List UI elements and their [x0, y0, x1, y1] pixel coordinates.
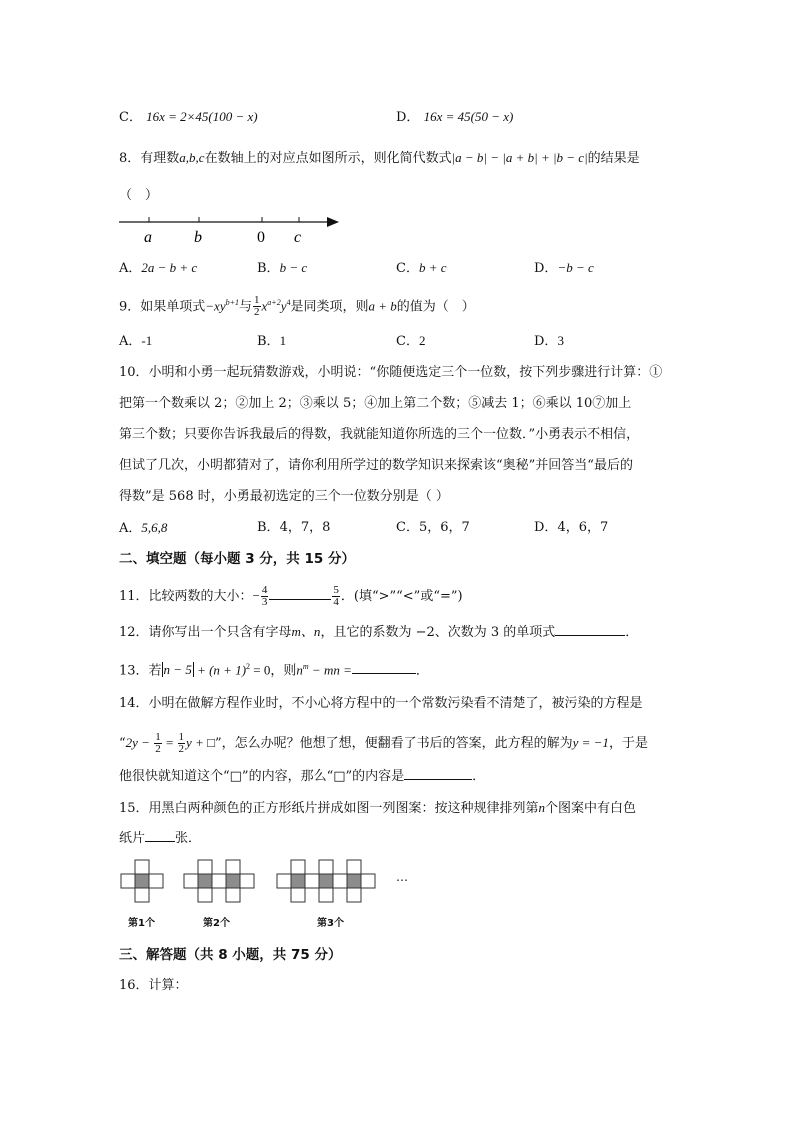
option-label: B．	[257, 261, 280, 276]
q15-var-n: n	[538, 800, 546, 815]
q12-answer-blank[interactable]	[555, 623, 625, 636]
q9-fraction	[253, 295, 261, 318]
q14-line-3	[119, 767, 485, 787]
q9-text: 与	[239, 299, 253, 315]
white-tile	[198, 888, 212, 902]
fraction-denominator: 2	[178, 743, 185, 755]
q8-stem	[119, 148, 640, 169]
q14-text: ，于是	[608, 736, 648, 751]
section-3-heading: 三、解答题（共 8 小题，共 75 分）	[119, 947, 342, 963]
option-expr: b + c	[418, 260, 447, 275]
q9-option-b	[257, 331, 286, 352]
q10-line-5: 得数”是 568 时，小勇最初选定的三个一位数分别是（ ）	[119, 489, 449, 504]
q14-equation: 2y −	[125, 735, 154, 750]
white-tile	[226, 888, 240, 902]
fraction-denominator: 2	[155, 743, 161, 755]
q15-text: 15．用黑白两种颜色的正方形纸片拼成如图一列图案：按这种规律排列第	[119, 801, 539, 816]
q12-vars: m、n	[291, 624, 321, 639]
black-tile	[319, 874, 333, 888]
q8-expression: |a − b| − |a + b| + |b − c|	[451, 150, 588, 165]
white-tile	[333, 874, 347, 888]
q13-exponent: 2	[246, 662, 251, 671]
q15-text: 纸片	[119, 831, 146, 846]
white-tile	[347, 860, 361, 874]
q15-line-1	[119, 798, 636, 819]
option-label: C．	[396, 334, 419, 349]
fraction-denominator: 3	[261, 596, 268, 608]
fraction-denominator: 2	[254, 306, 260, 319]
white-tile	[212, 874, 226, 888]
q8-answer-paren: （ ）	[119, 188, 159, 203]
q11-text: 11．比较两数的大小：	[119, 589, 253, 604]
q14-line-2	[119, 728, 648, 759]
pattern-caption-3: 第3个	[317, 918, 344, 929]
option-value: -1	[141, 333, 153, 348]
q12-text: ，且它的系数为 −2、次数为 3 的单项式	[320, 625, 556, 640]
q9-exponent: b+1	[225, 298, 239, 307]
fraction-denominator: 4	[333, 596, 339, 608]
label-b: b	[194, 229, 202, 246]
option-label: C．	[396, 261, 419, 276]
q14-fraction-left	[154, 732, 162, 755]
q9-sum: a + b	[368, 298, 397, 314]
q8-option-b	[257, 258, 307, 279]
q14-text: ”，怎么办呢？他想了想，便翻看了书后的答案，此方程的解为	[214, 736, 573, 751]
q10-option-b	[257, 518, 330, 538]
q13-absolute-value: n − 5	[163, 662, 192, 678]
fraction-numerator: 4	[261, 584, 268, 596]
q15-line-2	[119, 829, 201, 849]
pattern-caption-2: 第2个	[203, 918, 230, 929]
black-tile	[226, 874, 240, 888]
q8-option-d	[534, 258, 594, 279]
white-tile	[347, 888, 361, 902]
section-2-heading: 二、填空题（每小题 3 分，共 15 分）	[119, 551, 355, 567]
option-label: A．	[119, 521, 142, 536]
q15-answer-blank[interactable]	[145, 829, 175, 842]
q14-answer-blank[interactable]	[404, 767, 472, 780]
option-label: D．	[396, 110, 420, 125]
q13-answer-blank[interactable]	[352, 661, 416, 674]
option-label: B．	[257, 334, 280, 349]
label-0: 0	[257, 229, 265, 246]
white-tile	[184, 874, 198, 888]
white-tile	[226, 860, 240, 874]
q9-text: 9．如果单项式	[119, 299, 206, 315]
q14-text: ．	[472, 769, 486, 784]
q13-expression: + (n + 1)	[193, 662, 247, 678]
option-value: 5，6，7	[418, 520, 470, 535]
number-line-arrow	[327, 217, 339, 227]
white-tile	[240, 874, 254, 888]
q7-option-c	[119, 107, 258, 128]
q10-line-2: 把第一个数乘以 2；②加上 2；③乘以 5；④加上第二个数；⑤减去 1；⑥乘以 10⑦加上	[119, 396, 632, 411]
white-tile	[361, 874, 375, 888]
fraction-numerator: 1	[155, 731, 161, 743]
option-expr: −b − c	[557, 260, 594, 275]
q11-neg-sign: −	[252, 588, 260, 603]
pattern-caption-1: 第1个	[128, 918, 155, 929]
fraction-numerator: 1	[254, 294, 260, 307]
q11-text: ．(填“>”“<”或“=”)	[340, 589, 463, 604]
white-tile	[305, 874, 319, 888]
option-expr: b − c	[279, 260, 308, 275]
q11-answer-blank[interactable]	[269, 587, 331, 600]
q9-option-c	[396, 331, 425, 352]
option-label: C．	[119, 110, 142, 125]
q9-text: 是同类项，则	[290, 299, 369, 315]
q10-option-d	[534, 518, 608, 538]
white-tile	[149, 874, 163, 888]
white-tile	[291, 860, 305, 874]
white-tile	[291, 888, 305, 902]
option-value: 4，6，7	[557, 520, 609, 535]
fraction-numerator: 1	[178, 731, 185, 743]
black-tile	[347, 874, 361, 888]
fraction-numerator: 5	[333, 584, 339, 596]
q9-var-x: x	[261, 298, 268, 314]
option-label: D．	[534, 520, 558, 535]
q8-option-c	[396, 258, 447, 279]
option-label: A．	[119, 261, 142, 276]
number-line-figure	[115, 208, 350, 250]
q13-target: − mn =	[308, 662, 352, 678]
q9-var-y: y	[280, 298, 287, 314]
black-tile	[135, 874, 149, 888]
option-value: 4，7，8	[279, 520, 331, 535]
q10-line-1: 10．小明和小勇一起玩猜数游戏，小明说：“你随便选定三个一位数，按下列步骤进行计算：①	[119, 365, 663, 380]
q13-exponent: m	[302, 662, 309, 671]
q8-option-a	[119, 258, 197, 279]
q14-text: “	[119, 736, 126, 751]
label-c: c	[294, 229, 302, 246]
q13-target: n	[296, 662, 303, 678]
pattern-figure-svg	[118, 856, 414, 932]
white-tile	[135, 860, 149, 874]
white-tile	[135, 888, 149, 902]
q8-text: 的结果是	[587, 151, 640, 166]
q12-stem	[119, 622, 638, 643]
q11-fraction-2	[332, 585, 340, 608]
option-expr: 2a − b + c	[141, 260, 198, 275]
option-expr: 16x = 45(50 − x)	[423, 109, 514, 124]
white-tile	[319, 888, 333, 902]
option-expr: 16x = 2×45(100 − x)	[146, 109, 258, 124]
q14-solution: y = −1	[572, 735, 609, 750]
black-tile	[291, 874, 305, 888]
white-tile	[319, 860, 333, 874]
q9-option-a	[119, 331, 152, 352]
q10-option-a	[119, 518, 167, 539]
q14-fraction-right	[178, 732, 186, 755]
pattern-ellipsis: ⋯	[396, 873, 408, 887]
q15-text: 个图案中有白色	[545, 801, 637, 816]
option-label: C．	[396, 520, 419, 535]
q9-exponent: a+2	[267, 298, 281, 307]
q14-text: 他很快就知道这个“□”的内容，那么“□”的内容是	[119, 769, 405, 784]
q9-monomial-1: −xy	[205, 298, 226, 314]
q13-equals: = 0	[250, 662, 271, 678]
q11-fraction-1	[261, 585, 269, 608]
q16-stem: 16．计算：	[119, 978, 188, 993]
q10-line-4: 但试了几次，小明都猜对了，请你利用所学过的数学知识来探索该“奥秘”并回答当“最后的	[119, 458, 633, 473]
q7-option-d	[396, 107, 513, 128]
q9-stem	[119, 293, 475, 318]
q10-line-3: 第三个数；只要你告诉我最后的得数，我就能知道你所选的三个一位数．”小勇表示不相信，	[119, 427, 640, 442]
q13-text: ．	[415, 663, 429, 679]
white-tile	[277, 874, 291, 888]
q13-stem	[119, 657, 429, 681]
q14-stain-box: □	[207, 735, 215, 750]
option-value: 3	[557, 333, 564, 348]
q14-equation: =	[162, 735, 177, 750]
q14-line-1: 14．小明在做解方程作业时，不小心将方程中的一个常数污染看不清楚了，被污染的方程是	[119, 696, 643, 711]
q10-option-c	[396, 518, 470, 538]
option-label: D．	[534, 261, 558, 276]
pattern-figure	[118, 856, 414, 932]
option-value: 1	[279, 333, 287, 348]
q12-text: ．	[625, 625, 639, 640]
q12-text: 12．请你写出一个只含有字母	[119, 625, 292, 640]
option-value: 5,6,8	[141, 520, 168, 535]
black-tile	[198, 874, 212, 888]
option-value: 2	[418, 333, 426, 348]
q9-text: 的值为（ ）	[396, 299, 475, 315]
white-tile	[198, 860, 212, 874]
q15-text: 张．	[175, 831, 202, 846]
q9-exponent: 4	[286, 298, 291, 307]
q11-stem	[119, 581, 463, 612]
option-label: A．	[119, 334, 142, 349]
q8-text: 8．有理数	[119, 151, 180, 166]
q8-vars: a,b,c	[179, 150, 205, 165]
q8-text: 在数轴上的对应点如图所示，则化简代数式	[204, 151, 452, 166]
label-a: a	[144, 229, 152, 246]
option-label: B．	[257, 520, 280, 535]
q13-text: 13．若	[119, 663, 162, 679]
option-label: D．	[534, 334, 558, 349]
q9-option-d	[534, 331, 564, 352]
q14-equation: y +	[186, 735, 208, 750]
white-tile	[121, 874, 135, 888]
q13-text: ，则	[270, 663, 297, 679]
